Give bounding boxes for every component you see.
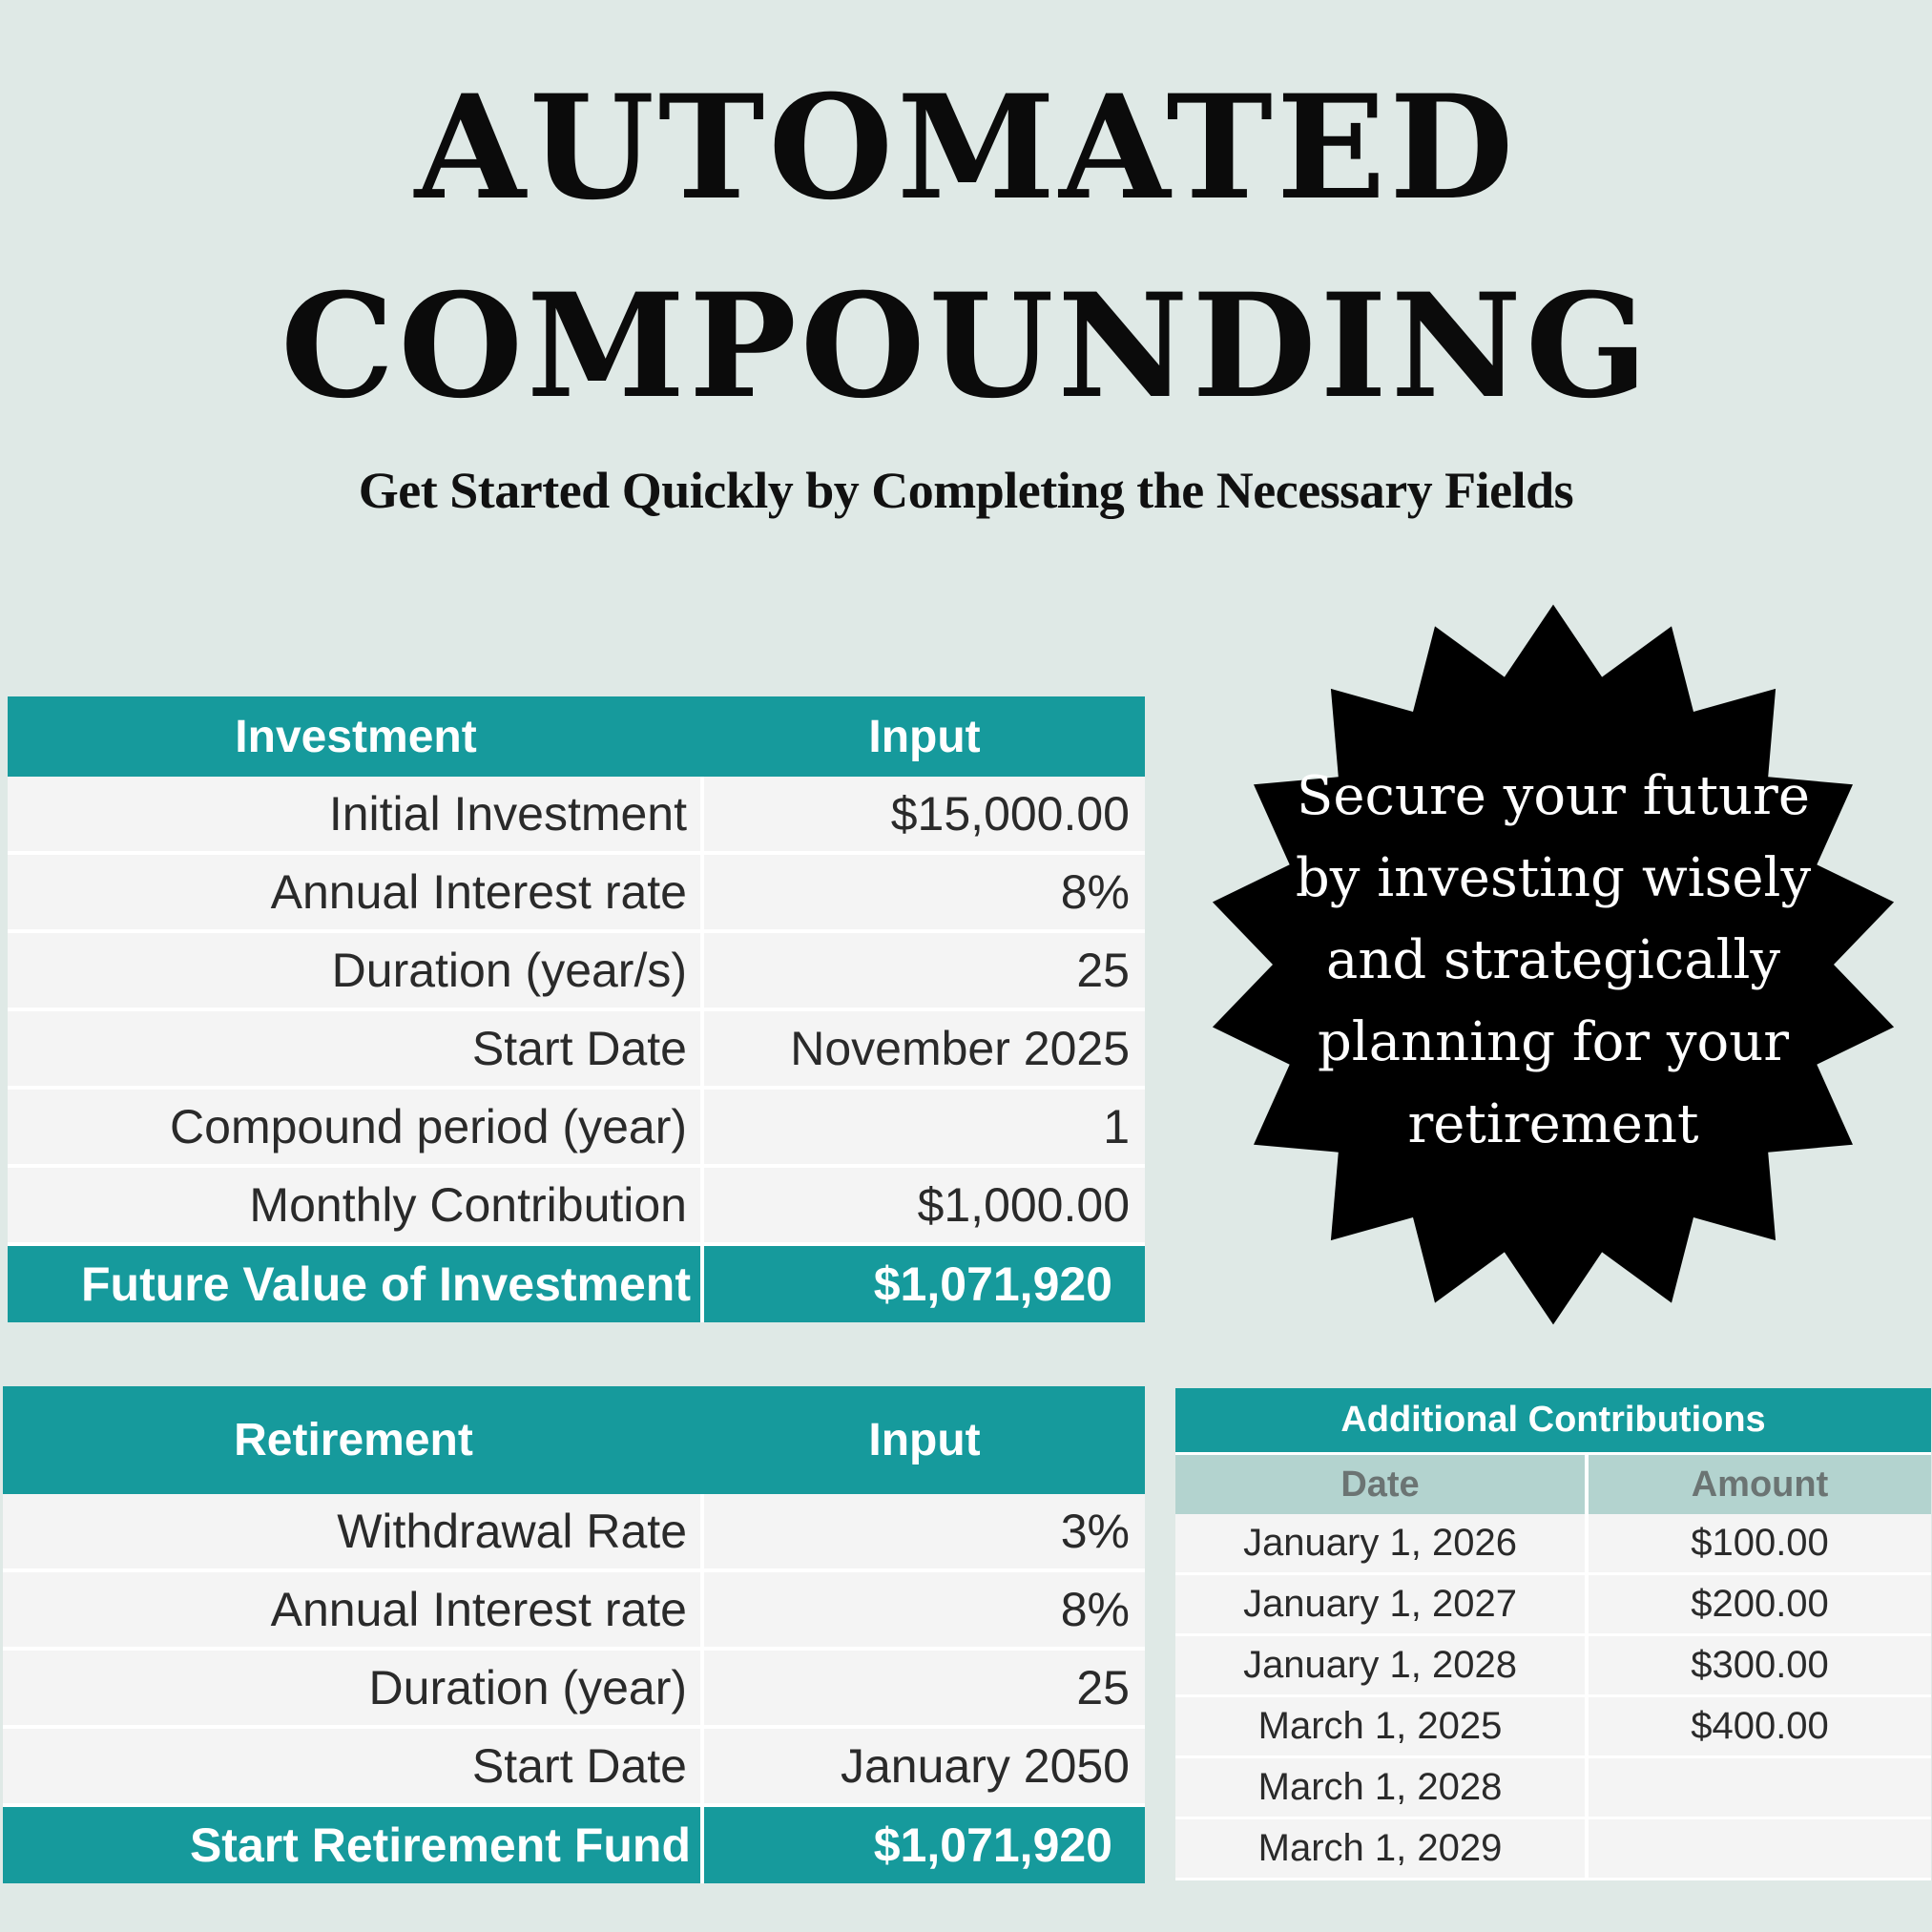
retirement-row-interest [3, 1572, 1145, 1651]
col-date: Date [1175, 1452, 1589, 1514]
retirement-fund-result: $1,071,920 [704, 1807, 1145, 1883]
amount-cell[interactable]: $100.00 [1589, 1514, 1931, 1575]
badge-line: retirement [1407, 1093, 1699, 1155]
duration-input[interactable]: 25 [704, 933, 1145, 1011]
amount-cell[interactable] [1589, 1819, 1931, 1880]
row-label: Start Date [3, 1729, 704, 1807]
retirement-duration-input[interactable]: 25 [704, 1651, 1145, 1729]
row-label: Duration (year/s) [8, 933, 704, 1011]
date-cell[interactable]: March 1, 2029 [1175, 1819, 1589, 1880]
retirement-table [3, 1386, 1145, 1883]
amount-cell[interactable] [1589, 1758, 1931, 1819]
additional-header-row [1175, 1452, 1931, 1514]
amount-cell[interactable]: $300.00 [1589, 1636, 1931, 1697]
investment-table [8, 696, 1145, 1322]
date-cell[interactable]: January 1, 2026 [1175, 1514, 1589, 1575]
retirement-start-date-input[interactable]: January 2050 [704, 1729, 1145, 1807]
retirement-total-row [3, 1807, 1145, 1883]
investment-row-contribution [8, 1168, 1145, 1246]
additional-title: Additional Contributions [1175, 1388, 1931, 1452]
table-row [1175, 1575, 1931, 1636]
badge-line: and strategically [1325, 929, 1781, 991]
investment-row-interest [8, 855, 1145, 933]
retirement-interest-input[interactable]: 8% [704, 1572, 1145, 1651]
badge-line: by investing wisely [1295, 847, 1812, 909]
row-label: Monthly Contribution [8, 1168, 704, 1246]
additional-contributions-table [1175, 1388, 1931, 1880]
retirement-row-duration [3, 1651, 1145, 1729]
retirement-col-label: Retirement [3, 1386, 704, 1494]
retirement-header-row [3, 1386, 1145, 1494]
investment-row-initial [8, 777, 1145, 855]
annual-interest-input[interactable]: 8% [704, 855, 1145, 933]
retirement-row-withdrawal [3, 1494, 1145, 1572]
table-row [1175, 1514, 1931, 1575]
investment-row-compound [8, 1090, 1145, 1168]
title-line-1: AUTOMATED [414, 64, 1518, 232]
withdrawal-rate-input[interactable]: 3% [704, 1494, 1145, 1572]
col-amount: Amount [1589, 1452, 1931, 1514]
table-row [1175, 1697, 1931, 1758]
date-cell[interactable]: January 1, 2027 [1175, 1575, 1589, 1636]
investment-row-start-date [8, 1011, 1145, 1090]
table-row [1175, 1636, 1931, 1697]
row-label: Withdrawal Rate [3, 1494, 704, 1572]
row-label: Compound period (year) [8, 1090, 704, 1168]
amount-cell[interactable]: $200.00 [1589, 1575, 1931, 1636]
investment-row-duration [8, 933, 1145, 1011]
row-label: Start Date [8, 1011, 704, 1090]
row-label: Initial Investment [8, 777, 704, 855]
future-value-result: $1,071,920 [704, 1246, 1145, 1322]
title-line-2: COMPOUNDING [280, 262, 1652, 430]
amount-cell[interactable]: $400.00 [1589, 1697, 1931, 1758]
table-row [1175, 1758, 1931, 1819]
initial-investment-input[interactable]: $15,000.00 [704, 777, 1145, 855]
start-date-input[interactable]: November 2025 [704, 1011, 1145, 1090]
badge-text [1198, 756, 1908, 1166]
date-cell[interactable]: March 1, 2028 [1175, 1758, 1589, 1819]
date-cell[interactable]: March 1, 2025 [1175, 1697, 1589, 1758]
investment-header-row [8, 696, 1145, 777]
promo-badge [1198, 593, 1908, 1336]
table-row [1175, 1819, 1931, 1880]
retirement-fund-label: Start Retirement Fund [3, 1807, 704, 1883]
monthly-contribution-input[interactable]: $1,000.00 [704, 1168, 1145, 1246]
future-value-label: Future Value of Investment [8, 1246, 704, 1322]
investment-col-label: Investment [8, 696, 704, 777]
badge-line: Secure your future [1297, 765, 1810, 827]
row-label: Annual Interest rate [3, 1572, 704, 1651]
row-label: Annual Interest rate [8, 855, 704, 933]
row-label: Duration (year) [3, 1651, 704, 1729]
date-cell[interactable]: January 1, 2028 [1175, 1636, 1589, 1697]
badge-line: planning for your [1317, 1011, 1790, 1073]
subtitle: Get Started Quickly by Completing the Necessary Fields [358, 462, 1574, 519]
retirement-row-start-date [3, 1729, 1145, 1807]
investment-total-row [8, 1246, 1145, 1322]
compound-period-input[interactable]: 1 [704, 1090, 1145, 1168]
retirement-col-input: Input [704, 1386, 1145, 1494]
additional-title-row [1175, 1388, 1931, 1452]
investment-col-input: Input [704, 696, 1145, 777]
